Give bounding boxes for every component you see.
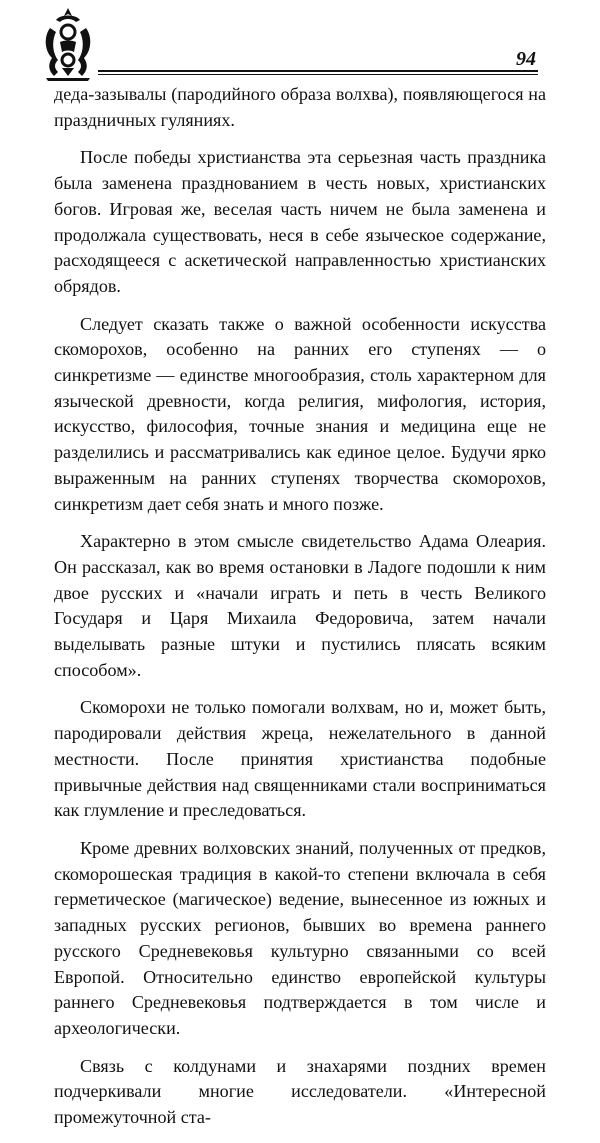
paragraph: После победы христианства эта серьезная часть праздника была заменена празднованием в честь новых, христианских богов. Игровая же, веселая часть ничем не была заменена и продолжала существовать, неся в себе языческое содержание, расходящееся с аскетической направленностью христианских обрядов. <box>54 147 546 296</box>
paragraph: Скоморохи не только помогали волхвам, но и, может быть, пародировали действия жреца, нежелательного в данной местности. После принятия христианства подобные привычные действия над священниками стали восприниматься как глумление и преследоваться. <box>54 697 546 821</box>
paragraph: Связь с колдунами и знахарями поздних времен подчеркивали многие исследователи. «Интересной промежуточной ста- <box>54 1055 546 1128</box>
header-rule <box>98 70 538 72</box>
paragraph: Кроме древних волховских знаний, полученных от предков, скоморошеская традиция в какой-то степени включала в себя герметическое (магическое) ведение, вынесенное из южных и западных русских регионов, бывших во времена раннего русского Средневековья культурно связанными со всей Европой. Относительно единство европейской культуры раннего Средневековья подтверждается в том числе и археологически. <box>54 837 546 1038</box>
paragraph: деда-зазывалы (пародийного образа волхва), появляющегося на праздничных гуляниях. <box>54 84 546 130</box>
paragraph: Следует сказать также о важной особенности искусства скоморохов, особенно на ранних его ступенях — о синкретизме — единстве многообразия, столь характерном для языческой древности, когда религия, мифология, история, искусство, философия, точные знания и медицина еще не разделились и рассматривались как единое целое. Будучи ярко выраженным на ранних ступенях творчества скоморохов, синкретизм дает себя знать и много позже. <box>54 313 546 514</box>
header-rule-thin <box>98 74 538 75</box>
page-number: 94 <box>516 48 536 70</box>
ornamental-emblem-icon <box>38 6 98 82</box>
body-text <box>54 82 546 1143</box>
paragraph: Характерно в этом смысле свидетельство Адама Олеария. Он рассказал, как во время остановки в Ладоге подошли к ним двое русских и «начали играть и петь в честь Великого Государя и Царя Михаила Федоровича, затем начали выделывать разные штуки и пустились плясать всяким способом». <box>54 531 546 680</box>
